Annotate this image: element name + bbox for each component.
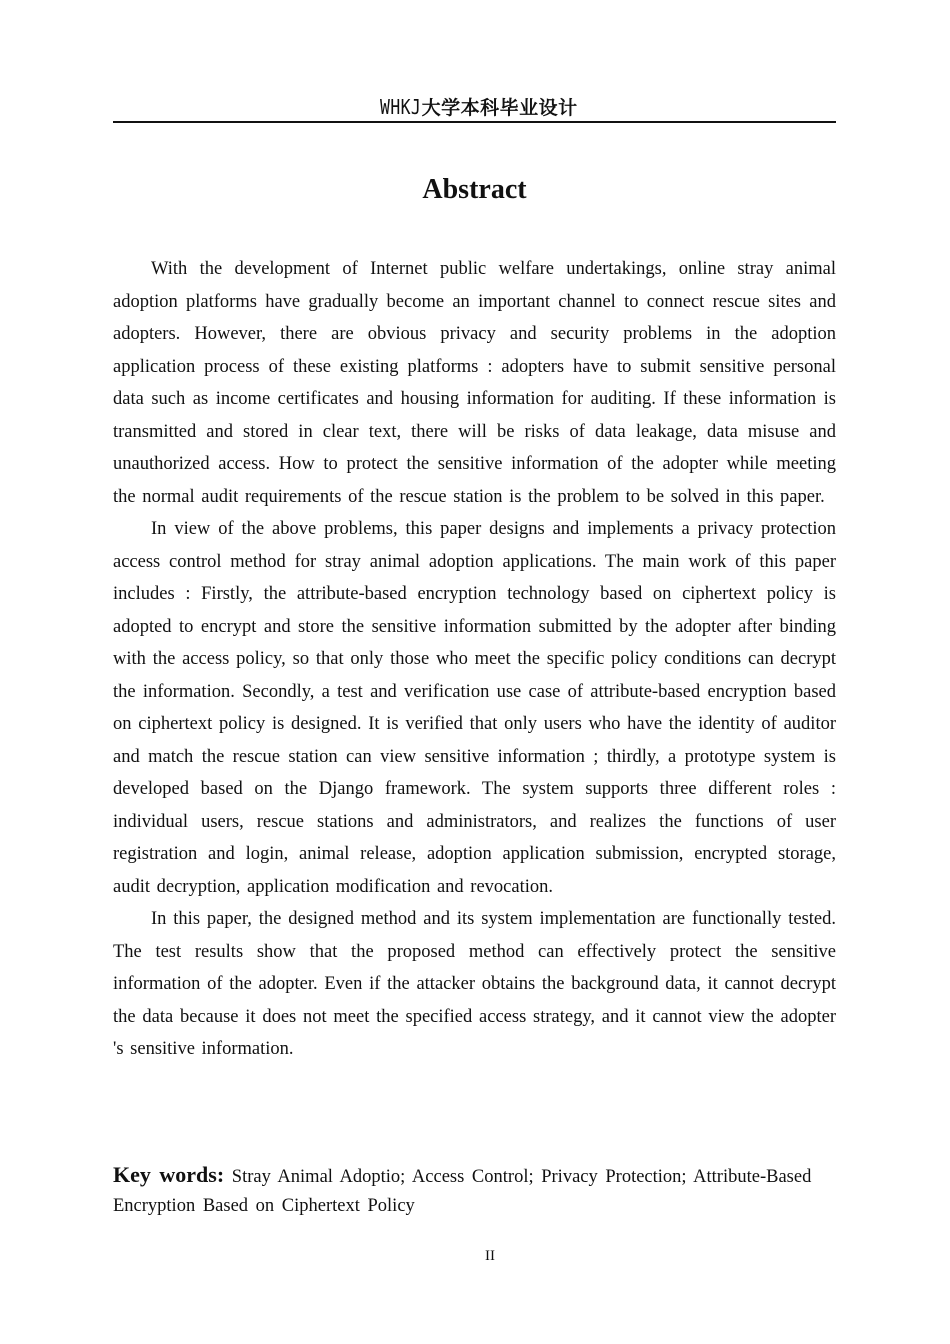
- abstract-paragraph-1: With the development of Internet public welfare undertakings, online stray animal adoption platforms have gradually become an important channel to connect rescue sites and adopters. However, there are obvious privacy and security problems in the adoption application process of these existing platforms : adopters have to submit sensitive personal data such as income certificates and housing information for auditing. If these information is transmitted and stored in clear text, there will be risks of data leakage, data misuse and unauthorized access. How to protect the sensitive information of the adopter while meeting the normal audit requirements of the rescue station is the problem to be solved in this paper.: [113, 259, 836, 507]
- abstract-body: [113, 253, 836, 1066]
- abstract-paragraph-3: In this paper, the designed method and its system implementation are functionally tested. The test results show that the proposed method can effectively protect the sensitive information of the adopter. Even if the attacker obtains the background data, it cannot decrypt the data because it does not meet the specified access strategy, and it cannot view the adopter 's sensitive information.: [113, 909, 836, 1059]
- running-header: [113, 93, 836, 123]
- abstract-title: Abstract: [422, 174, 527, 205]
- abstract-paragraph-2: In view of the above problems, this paper designs and implements a privacy protection access control method for stray animal adoption applications. The main work of this paper includes : Firstly, the attribute-based encryption technology based on ciphertext policy is adopted to encrypt and store the sensitive information submitted by the adopter after binding with the access policy, so that only those who meet the specific policy conditions can decrypt the information. Secondly, a test and verification use case of attribute-based encryption based on ciphertext policy is designed. It is verified that only users who have the identity of auditor and match the rescue station can view sensitive information ; thirdly, a prototype system is developed based on the Django framework. The system supports three different roles : individual users, rescue stations and administrators, and realizes the functions of user registration and login, animal release, adoption application submission, encrypted storage, audit decryption, application modification and revocation.: [113, 519, 836, 897]
- keywords-text: Stray Animal Adoptio; Access Control; Privacy Protection; Attribute-Based Encryption Based on Ciphertext Policy: [113, 1167, 812, 1216]
- page-number: II: [485, 1248, 495, 1264]
- header-institution-code: WHKJ: [380, 95, 422, 119]
- header-document-type: 大学本科毕业设计: [421, 97, 578, 119]
- keywords-label: Key words:: [113, 1162, 225, 1187]
- keywords-section: [113, 1160, 836, 1221]
